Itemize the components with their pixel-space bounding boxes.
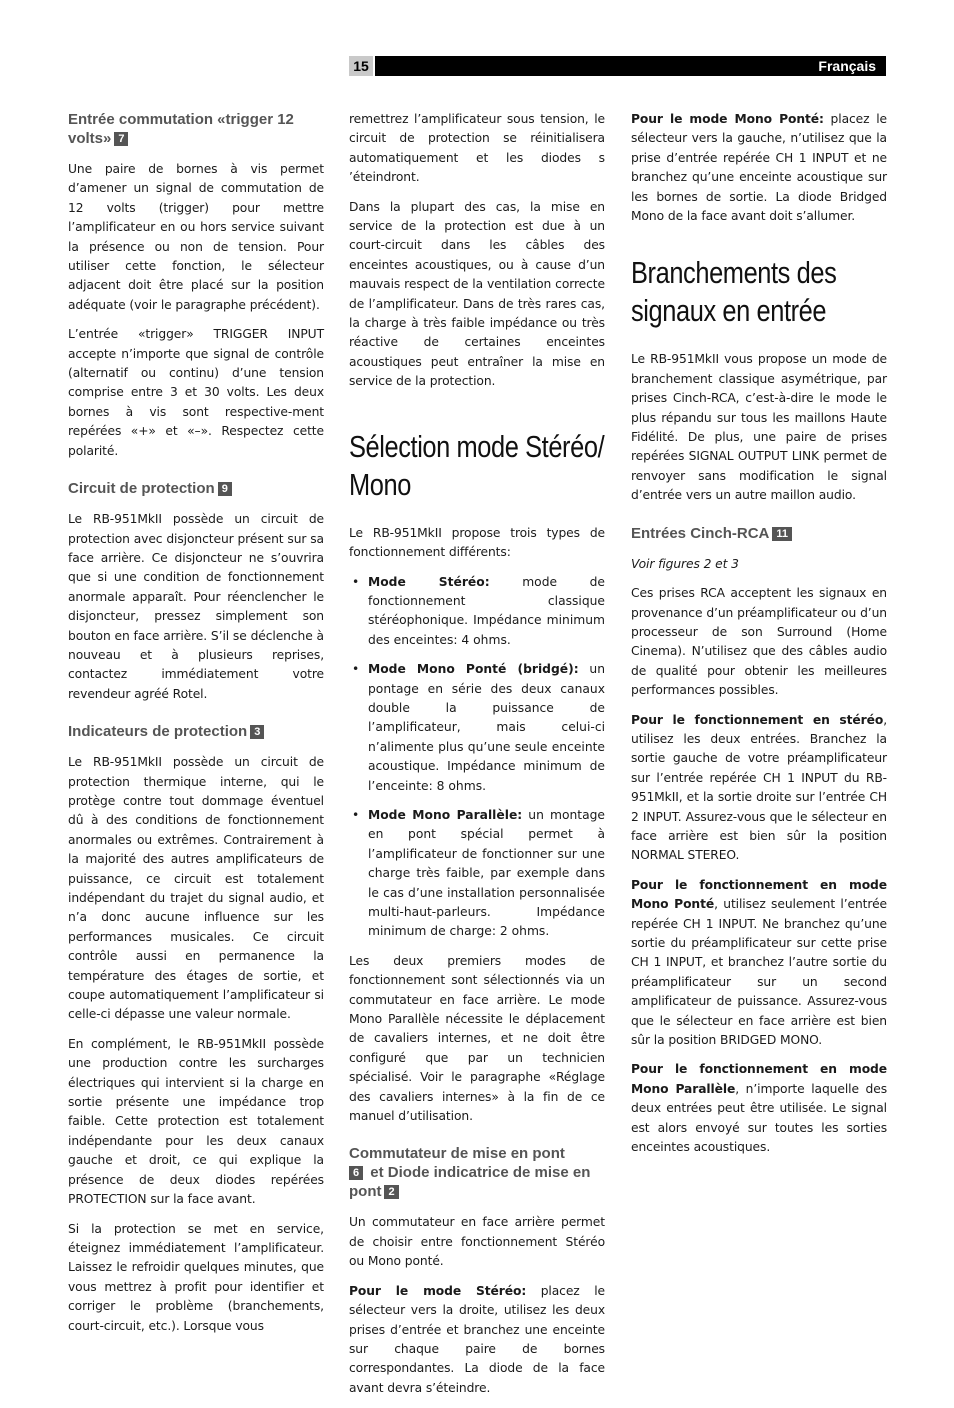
paragraph: Les deux premiers modes de fonctionnement sont sélectionnés via un commutateur en face arrière. Le mode Mono Parallèle nécessite le déplacement de cavaliers internes, et ne doit être configuré que par un technicien spécialisé. Voir le paragraphe «Réglage des cavaliers internes» à la fin de ce manuel d’utilisation. bbox=[349, 953, 605, 1124]
column-3 bbox=[631, 110, 887, 1167]
paragraph: En complément, le RB-951MkII possède une production contre les surcharges électriques qui intervient si la charge en sortie présente une impédance trop faible. Cette protection est totalement indépendante pour les deux canaux gauche et droit, ce qui explique la présence de deux diodes repérées PROTECTION sur la face avant. bbox=[68, 1036, 324, 1207]
paragraph: Pour le mode Mono Ponté: placez le sélecteur vers la gauche, n’utilisez que la prise d’entrée repérée CH 1 INPUT et ne branchez qu’une enceinte acoustique sur les bornes de sortie. La diode Bridged Mono de la face avant doit s’allumer. bbox=[631, 112, 887, 224]
ref-badge: 3 bbox=[250, 725, 264, 739]
list-item: • Mode Mono Ponté (bridgé): un pontage en série des deux canaux double la puissance de l’amplificateur, mais celui-ci n’alimente plus qu’une seule enceinte acoustique. Impédance minimum de l’enceinte: 8 ohms. bbox=[349, 660, 605, 796]
heading-trigger-input: Entrée commutation «trigger 12 volts» 7 bbox=[68, 111, 294, 147]
paragraph: Dans la plupart des cas, la mise en service de la protection est due à un court-circuit dans les câbles des enceintes acoustiques, ou à cause d’un mauvais respect de la ventilation correcte de l’amplificateur. Dans de très rares cas, la charge à très faible impédance ou très réactive de certaines enceintes acoustiques peut entraîner la mise en service de la protection. bbox=[349, 199, 605, 389]
paragraph: Le RB-951MkII possède un circuit de protection thermique interne, qui le protège contre tout dommage éventuel dû à des conditions de fonctionnement anormales ou extrêmes. Contrairement à la majorité des autres amplificateurs de puissance, ce circuit est totalement indépendant du trajet du signal audio, et n’a donc aucune influence sur les performances musicales. Ce circuit contrôle aussi en permanence la température des étages de sortie, et coupe automatiquement l’amplificateur si celle-ci dépasse une valeur normale. bbox=[68, 755, 324, 1022]
paragraph: L’entrée «trigger» TRIGGER INPUT accepte n’importe que signal de contrôle (alternatif ou continu) d’une tension comprise entre 3 et 30 volts. Les deux bornes à vis sont respective-ment repérées «+» et «–». Respectez cette polarité. bbox=[68, 327, 324, 458]
figure-note: Voir figures 2 et 3 bbox=[631, 556, 739, 571]
paragraph: Le RB-951MkII possède un circuit de protection avec disjoncteur présent sur sa face arrière. Ce disjoncteur ne s’ouvrira que si une condition de fonctionnement anormale apparaît. Pour réenclencher le disjoncteur, pressez simplement son bouton en face arrière. S’il se déclenche à nouveau et à plusieurs reprises, contactez immédiatement votre revendeur agréé Rotel. bbox=[68, 512, 324, 701]
paragraph: Pour le fonctionnement en mode Mono Parallèle, n’importe laquelle des deux entrées peut être utilisée. Le signal est alors envoyé sur toutes les sorties enceintes acoustiques. bbox=[631, 1062, 887, 1155]
heading-rca-inputs: Entrées Cinch-RCA 11 bbox=[631, 524, 887, 543]
section-title-inputs: Branchements des signaux en entrée bbox=[631, 255, 837, 329]
language-header bbox=[375, 56, 886, 76]
column-2 bbox=[349, 110, 605, 1408]
list-item: • Mode Stéréo: mode de fonctionnement classique stéréophonique. Impédance minimum des enceintes: 4 ohms. bbox=[349, 573, 605, 651]
paragraph: Pour le fonctionnement en mode Mono Ponté, utilisez seulement l’entrée repérée CH 1 INPUT. Ne branchez qu’une sortie du préamplificateur sur cette prise CH 1 INPUT, et branchez l’autre sortie du préamplificateur sur un second amplificateur de puissance. Assurez-vous que le sélecteur en face arrière est bien sûr la position BRIDGED MONO. bbox=[631, 877, 888, 1048]
language-label: Français bbox=[818, 58, 876, 74]
paragraph: Le RB-951MkII propose trois types de fonctionnement différents: bbox=[349, 525, 605, 560]
ref-badge: 9 bbox=[218, 482, 232, 496]
heading-protection-circuit: Circuit de protection 9 bbox=[68, 479, 324, 498]
page-number: 15 bbox=[349, 56, 373, 76]
paragraph: Une paire de bornes à vis permet d’amener un signal de commutation de 12 volts (trigger) pour mettre l’amplificateur en ou hors service suivant la présence ou non de tension. Pour utiliser cette fonction, le sélecteur adjacent doit être placé sur la position adéquate (voir le paragraphe précédent). bbox=[68, 162, 324, 312]
heading-protection-indicators: Indicateurs de protection 3 bbox=[68, 722, 324, 741]
mode-list bbox=[349, 573, 605, 942]
paragraph: Ces prises RCA acceptent les signaux en provenance d’un préamplificateur ou d’un processeur de son Surround (Home Cinema). N’utilisez que des câbles audio de qualité pour obtenir les meilleures performances possibles. bbox=[631, 586, 887, 698]
paragraph: Un commutateur en face arrière permet de choisir entre fonctionnement Stéréo ou Mono ponté. bbox=[349, 1215, 605, 1269]
paragraph: remettrez l’amplificateur sous tension, le circuit de protection se réinitialisera automatiquement et les diodes s ’éteindront. bbox=[349, 112, 605, 185]
list-item: • Mode Mono Parallèle: un montage en pont spécial permet à l’amplificateur de fonctionner sur une charge très faible, par exemple dans le cas d’une installation personnalisée multi-haut-parleurs. Impédance minimum de charge: 2 ohms. bbox=[349, 806, 605, 942]
ref-badge: 11 bbox=[772, 527, 792, 541]
paragraph: Pour le mode Stéréo: placez le sélecteur vers la droite, utilisez les deux prises d’entrée et branchez une enceinte sur chaque paire de bornes correspondantes. La diode de la face avant devra s’éteindre. bbox=[349, 1283, 605, 1395]
ref-badge: 2 bbox=[384, 1185, 398, 1199]
paragraph: Si la protection se met en service, éteignez immédiatement l’amplificateur. Laissez le refroidir quelques minutes, que vous mettrez à profit pour identifier et corriger le problème (branchements, court-circuit, etc.). Lorsque vous bbox=[68, 1221, 324, 1333]
paragraph: Le RB-951MkII vous propose un mode de branchement classique asymétrique, par prises Cinch-RCA, c’est-à-dire le mode le plus répandu sur tous les maillons Haute Fidélité. De plus, une paire de prises repérées SIGNAL OUTPUT LINK permet de renvoyer sans modification le signal d’entrée vers un autre maillon audio. bbox=[631, 352, 887, 503]
section-title-mode: Sélection mode Stéréo/ Mono bbox=[349, 428, 605, 502]
paragraph: Pour le fonctionnement en stéréo, utilisez les deux entrées. Branchez la sortie gauche de votre préamplificateur sur l’entrée repérée CH 1 INPUT du RB-951MkII, et la sortie droite sur l’entrée CH 2 INPUT. Assurez-vous que le sélecteur en face arrière est bien sûr la position NORMAL STEREO. bbox=[631, 712, 887, 863]
ref-badge: 7 bbox=[114, 132, 128, 146]
ref-badge: 6 bbox=[349, 1166, 363, 1180]
column-1 bbox=[68, 110, 324, 1346]
heading-bridge-switch: Commutateur de mise en pont 6 et Diode indicatrice de mise en pont 2 bbox=[349, 1145, 591, 1201]
